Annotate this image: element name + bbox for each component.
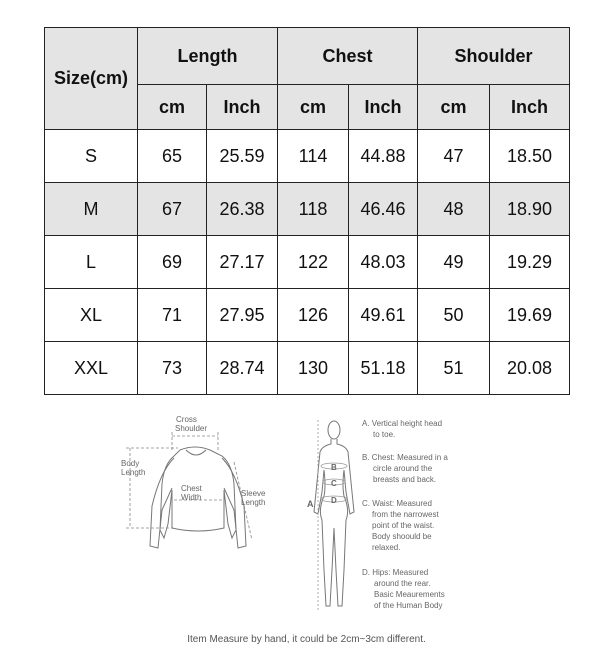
value-cell: 130 [278,342,349,395]
value-cell: 19.29 [490,236,570,289]
table-row [45,342,570,395]
value-cell: 49.61 [349,289,418,342]
legend-line: around the rear. [374,579,431,588]
value-cell: 18.90 [490,183,570,236]
sweater-collar [186,450,206,455]
legend-line: D. Hips: Measured [362,568,429,577]
legend-line: to toe. [373,430,396,439]
human-body-figure [314,421,354,606]
size-cell: XL [45,289,138,342]
table-row [45,130,570,183]
unit-header: cm [418,85,490,130]
table-row [45,289,570,342]
measure-note: Item Measure by hand, it could be 2cm~3cm different. [187,634,426,645]
legend-line: B. Chest: Measured in a [362,453,448,462]
legend-line: Body shoould be [372,532,432,541]
value-cell: 47 [418,130,490,183]
legend-line: Basic Meaurements [374,590,445,599]
table-row [45,236,570,289]
marker-b: B [331,463,337,472]
value-cell: 18.50 [490,130,570,183]
value-cell: 67 [138,183,207,236]
value-cell: 20.08 [490,342,570,395]
legend-line: C. Waist: Measured [362,499,432,508]
table-row [45,183,570,236]
cross-shoulder-label: Cross [176,415,197,424]
size-cell: L [45,236,138,289]
value-cell: 71 [138,289,207,342]
measurement-diagram [0,400,613,665]
marker-c: C [331,479,337,488]
legend-line: of the Human Body [374,601,443,610]
value-cell: 73 [138,342,207,395]
value-cell: 25.59 [207,130,278,183]
value-cell: 65 [138,130,207,183]
legend-line: A. Vertical height head [362,419,443,428]
unit-header: Inch [349,85,418,130]
value-cell: 46.46 [349,183,418,236]
unit-header: Inch [207,85,278,130]
chest-width-label: Width [181,493,202,502]
length-header: Length [138,28,278,85]
value-cell: 19.69 [490,289,570,342]
value-cell: 51 [418,342,490,395]
body-length-label: Length [121,468,146,477]
value-cell: 28.74 [207,342,278,395]
body-legend [362,419,448,610]
size-cell: S [45,130,138,183]
value-cell: 49 [418,236,490,289]
unit-header: Inch [490,85,570,130]
chest-header: Chest [278,28,418,85]
legend-line: relaxed. [372,543,401,552]
legend-line: point of the waist. [372,521,435,530]
sleeve-length-label: Length [241,498,266,507]
sleeve-length-label: Sleeve [241,489,266,498]
value-cell: 51.18 [349,342,418,395]
legend-line: breasts and back. [373,475,437,484]
figure-head [328,421,340,439]
legend-line: circle around the [373,464,433,473]
value-cell: 27.17 [207,236,278,289]
value-cell: 126 [278,289,349,342]
marker-d: D [331,496,337,505]
size-cell: XXL [45,342,138,395]
value-cell: 26.38 [207,183,278,236]
size-cell: M [45,183,138,236]
size-chart-table [44,27,570,395]
legend-line: from the narrowest [372,510,439,519]
value-cell: 50 [418,289,490,342]
value-cell: 48.03 [349,236,418,289]
unit-header: cm [138,85,207,130]
cross-shoulder-label: Shoulder [175,424,208,433]
shoulder-header: Shoulder [418,28,570,85]
value-cell: 69 [138,236,207,289]
unit-header: cm [278,85,349,130]
value-cell: 122 [278,236,349,289]
body-length-label: Body [121,459,140,468]
value-cell: 48 [418,183,490,236]
size-header: Size(cm) [45,28,138,130]
value-cell: 114 [278,130,349,183]
value-cell: 44.88 [349,130,418,183]
value-cell: 27.95 [207,289,278,342]
value-cell: 118 [278,183,349,236]
marker-a: A [307,499,314,509]
chest-width-label: Chest [181,484,202,493]
